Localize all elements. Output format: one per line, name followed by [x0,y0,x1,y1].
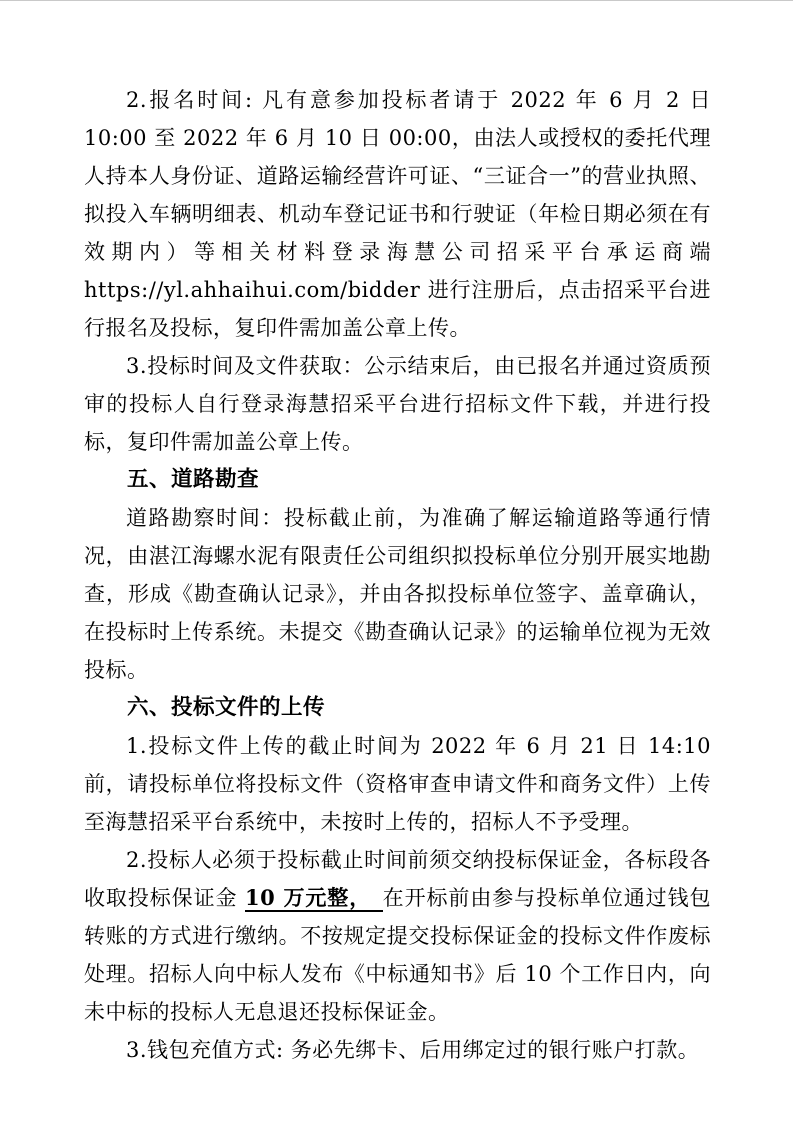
paragraph-road-survey: 道路勘察时间：投标截止前，为准确了解运输道路等通行情况，由湛江海螺水泥有限责任公司组织拟投标单位分别开展实地勘查，形成《勘查确认记录》，并由各拟投标单位签字、盖章确认，在投标时上传系统。未提交《勘查确认记录》的运输单位视为无效投标。 [84,506,711,682]
paragraph-bid-time-and-file-access: 3.投标时间及文件获取：公示结束后，由已报名并通过资质预审的投标人自行登录海慧招采平台进行招标文件下载，并进行投标，复印件需加盖公章上传。 [84,354,711,454]
paragraph-registration-time: 2.报名时间: 凡有意参加投标者请于 2022 年 6 月 2 日 10:00 至 2022 年 6 月 10 日 00:00，由法人或授权的委托代理人持本人身份证、道路运输经营许可证、“三证合一”的营业执照、拟投入车辆明细表、机动车登记证书和行驶证（年检日期必须在有效期内）等相关材料登录海慧公司招采平台承运商端 https://yl.ahhaihui.com/bidder 进行注册后，点击招采平台进行报名及投标，复印件需加盖公章上传。 [84,88,711,340]
deposit-amount-emphasis: 10 万元整， [245,885,383,912]
paragraph-upload-deadline: 1.投标文件上传的截止时间为 2022 年 6 月 21 日 14:10 前，请投标单位将投标文件（资格审查申请文件和商务文件）上传至海慧招采平台系统中，未按时上传的，招标人不予受理。 [84,734,711,834]
document-body [84,81,711,1069]
heading-section-5-road-survey: 五、道路勘查 [127,467,260,492]
deposit-text-after: 在开标前由参与投标单位通过钱包转账的方式进行缴纳。不按规定提交投标保证金的投标文件作废标处理。招标人向中标人发布《中标通知书》后 10 个工作日内，向未中标的投标人无息退还投标保证金。 [84,886,711,1024]
deposit-text-before: 2.投标人必须于投标截止时间前须交纳投标保证金，各标段各收取投标保证金 [84,848,711,910]
paragraph-bid-deposit [84,841,711,1031]
paragraph-wallet-recharge: 3.钱包充值方式: 务必先绑卡、后用绑定过的银行账户打款。 [126,1038,700,1062]
heading-section-6-bid-document-upload: 六、投标文件的上传 [127,695,326,720]
